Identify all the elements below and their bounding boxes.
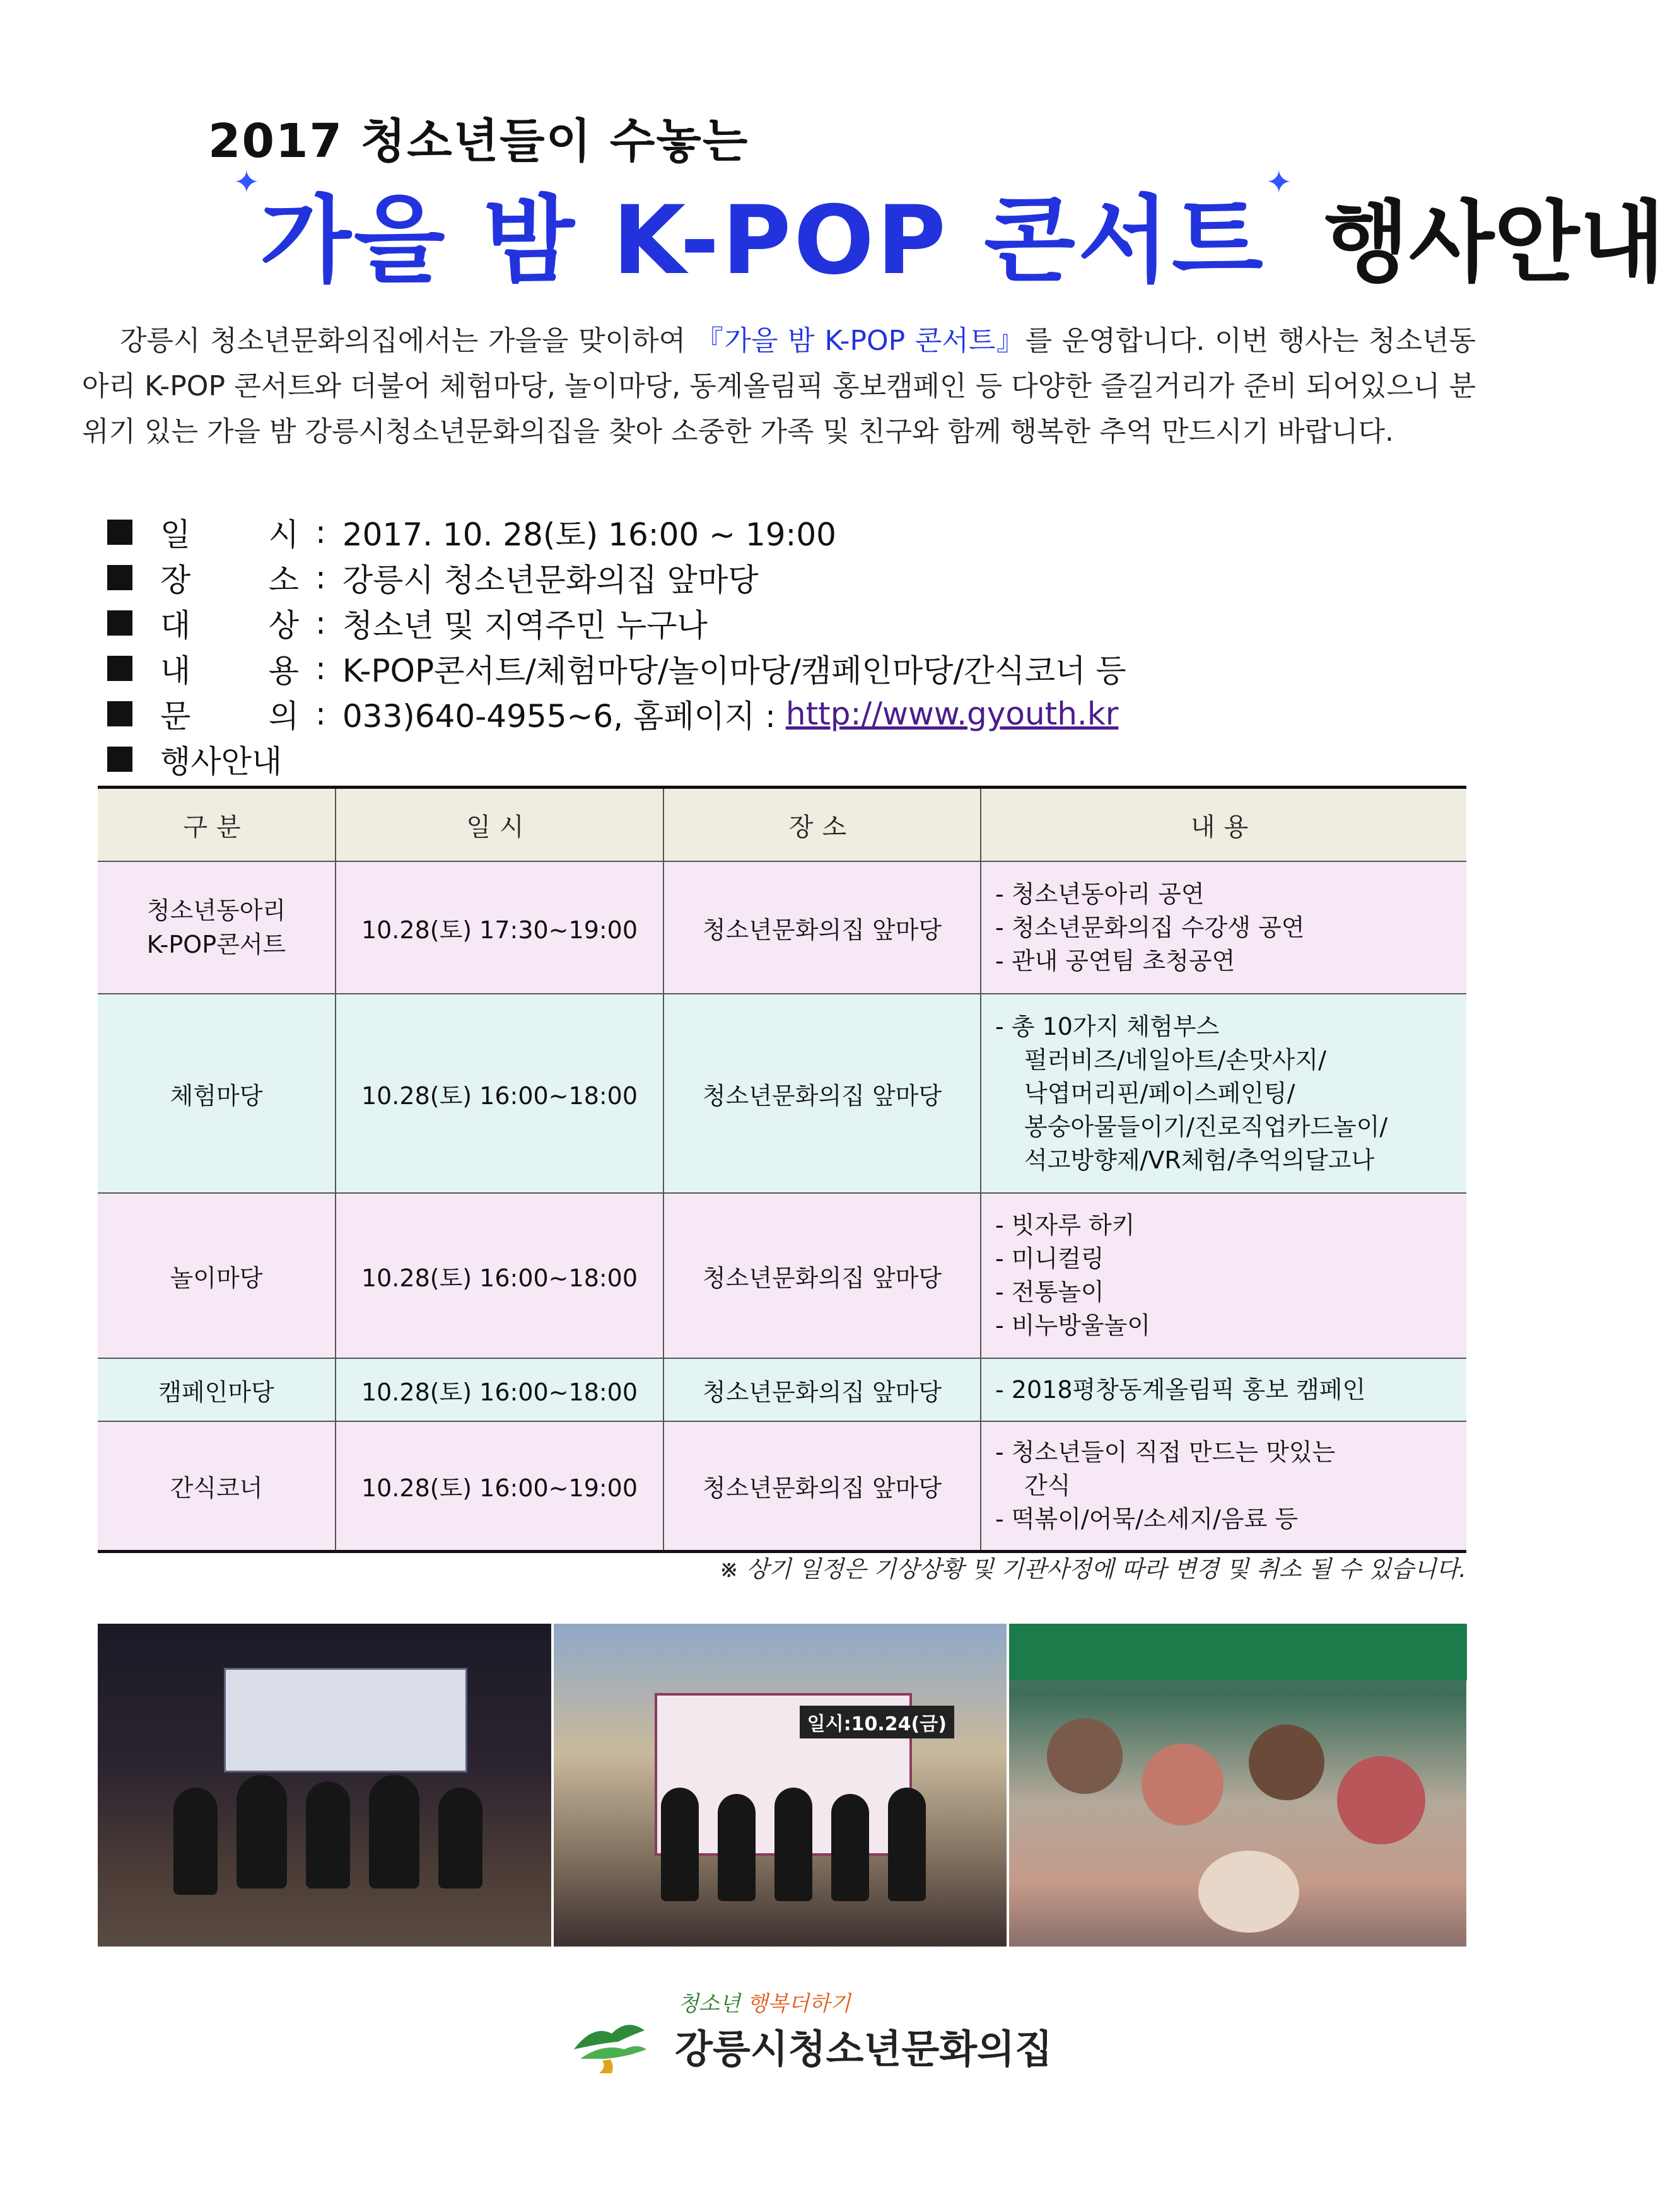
pine-tree-logo-icon [568,2005,650,2075]
info-value: 033)640-4955~6, 홈페이지 : [342,698,776,735]
info-value: 청소년 및 지역주민 누구나 [342,607,708,644]
title-main: 가을 밤 K-POP 콘서트 [259,186,1266,296]
row-details: - 빗자루 하키 - 미니컬링 - 전통놀이 - 비누방울놀이 [981,1193,1466,1358]
intro-highlight: 『가을 밤 K-POP 콘서트』 [695,325,1025,357]
square-bullet-icon [107,701,132,726]
info-label: 내 용 [160,653,299,689]
square-bullet-icon [107,610,132,636]
table-row [98,1421,1466,1551]
intro-paragraph [82,318,1476,455]
square-bullet-icon [107,747,132,772]
table-row [98,994,1466,1193]
square-bullet-icon [107,656,132,681]
info-label: 장 소 [160,562,299,598]
row-place: 청소년문화의집 앞마당 [663,994,981,1193]
photo-banner [224,1668,467,1773]
photo-orchestra [98,1624,551,1947]
header-datetime: 일시 [336,788,663,862]
table-row [98,1358,1466,1421]
info-contact: 문 의 : 033)640-4955~6, 홈페이지 : http://www.gyouth.kr [107,691,1495,736]
info-label: 일 시 [160,516,299,553]
info-target: 대 상 : 청소년 및 지역주민 누구나 [107,600,1495,646]
header-content: 내용 [981,788,1466,862]
row-datetime: 10.28(토) 16:00~18:00 [336,1193,663,1358]
row-details: - 2018평창동계올림픽 홍보 캠페인 [981,1358,1466,1421]
row-category: 청소년동아리 K-POP콘서트 [98,861,336,994]
table-row [98,1193,1466,1358]
info-value: K-POP콘서트/체험마당/놀이마당/캠페인마당/간식코너 등 [342,653,1126,689]
row-category: 간식코너 [98,1421,336,1551]
intro-text-2: 를 운영합니다. 이번 행사는 청소년동아리 K-POP 콘서트와 더불어 체험마당, 놀이마당, 동계올림픽 홍보캠페인 등 다양한 즐길거리가 준비 되어있으니 분위기 있는 가을 밤 강릉시청소년문화의집을 찾아 소중한 가족 및 친구와 함께 행복한 추억 만드시기 바랍니다. [82,325,1476,448]
stage-date: 일시:10.24(금) [800,1706,954,1738]
row-details: - 총 10가지 체험부스 펄러비즈/네일아트/손맛사지/ 낙엽머리핀/페이스페인팅/ 봉숭아물들이기/진로직업카드놀이/ 석고방향제/VR체험/추억의달고나 [981,994,1466,1193]
page-title [233,164,1665,300]
row-datetime: 10.28(토) 16:00~18:00 [336,1358,663,1421]
table-header-row [98,788,1466,862]
header-category: 구분 [98,788,336,862]
row-datetime: 10.28(토) 17:30~19:00 [336,861,663,994]
photo-activity-booths [1009,1624,1466,1947]
square-bullet-icon [107,565,132,590]
square-bullet-icon [107,520,132,545]
logo-slogan: 청소년 행복더하기 [678,1991,851,2017]
row-category: 캠페인마당 [98,1358,336,1421]
info-date: 일 시 : 2017. 10. 28(토) 16:00 ~ 19:00 [107,509,1495,555]
page-subtitle: 2017 청소년들이 수놓는 [208,114,749,168]
info-guide-label: 행사안내 [160,743,283,780]
row-category: 체험마당 [98,994,336,1193]
info-list [107,509,1495,782]
info-value: 강릉시 청소년문화의집 앞마당 [342,562,759,598]
row-datetime: 10.28(토) 16:00~19:00 [336,1421,663,1551]
row-place: 청소년문화의집 앞마당 [663,861,981,994]
schedule-note: ※ 상기 일정은 기상상황 및 기관사정에 따라 변경 및 취소 될 수 있습니다. [719,1556,1466,1583]
info-guide [107,736,1495,782]
info-label: 문 의 [160,698,299,735]
org-name: 강릉시청소년문화의집 [675,2026,1053,2072]
photo-dance-stage [554,1624,1007,1947]
row-datetime: 10.28(토) 16:00~18:00 [336,994,663,1193]
row-details: - 청소년들이 직접 만드는 맛있는 간식 - 떡볶이/어묵/소세지/음료 등 [981,1421,1466,1551]
sparkle-icon: ✦ [233,164,260,201]
row-place: 청소년문화의집 앞마당 [663,1421,981,1551]
row-place: 청소년문화의집 앞마당 [663,1193,981,1358]
row-details: - 청소년동아리 공연 - 청소년문화의집 수강생 공연 - 관내 공연팀 초청공연 [981,861,1466,994]
info-value: 2017. 10. 28(토) 16:00 ~ 19:00 [342,516,836,553]
row-category: 놀이마당 [98,1193,336,1358]
green-tent [1009,1624,1467,1680]
schedule-table [98,786,1466,1553]
row-place: 청소년문화의집 앞마당 [663,1358,981,1421]
intro-text-1: 강릉시 청소년문화의집에서는 가을을 맞이하여 [120,325,686,357]
org-logo [568,1986,1053,2075]
header-place: 장소 [663,788,981,862]
title-end: 행사안내 [1323,192,1665,294]
table-row [98,861,1466,994]
homepage-link[interactable]: http://www.gyouth.kr [785,696,1119,732]
info-content: 내 용 : K-POP콘서트/체험마당/놀이마당/캠페인마당/간식코너 등 [107,646,1495,691]
photo-strip [98,1624,1466,1947]
sparkle-icon: ✦ [1265,164,1292,201]
info-label: 대 상 [160,607,299,644]
info-place: 장 소 : 강릉시 청소년문화의집 앞마당 [107,555,1495,600]
